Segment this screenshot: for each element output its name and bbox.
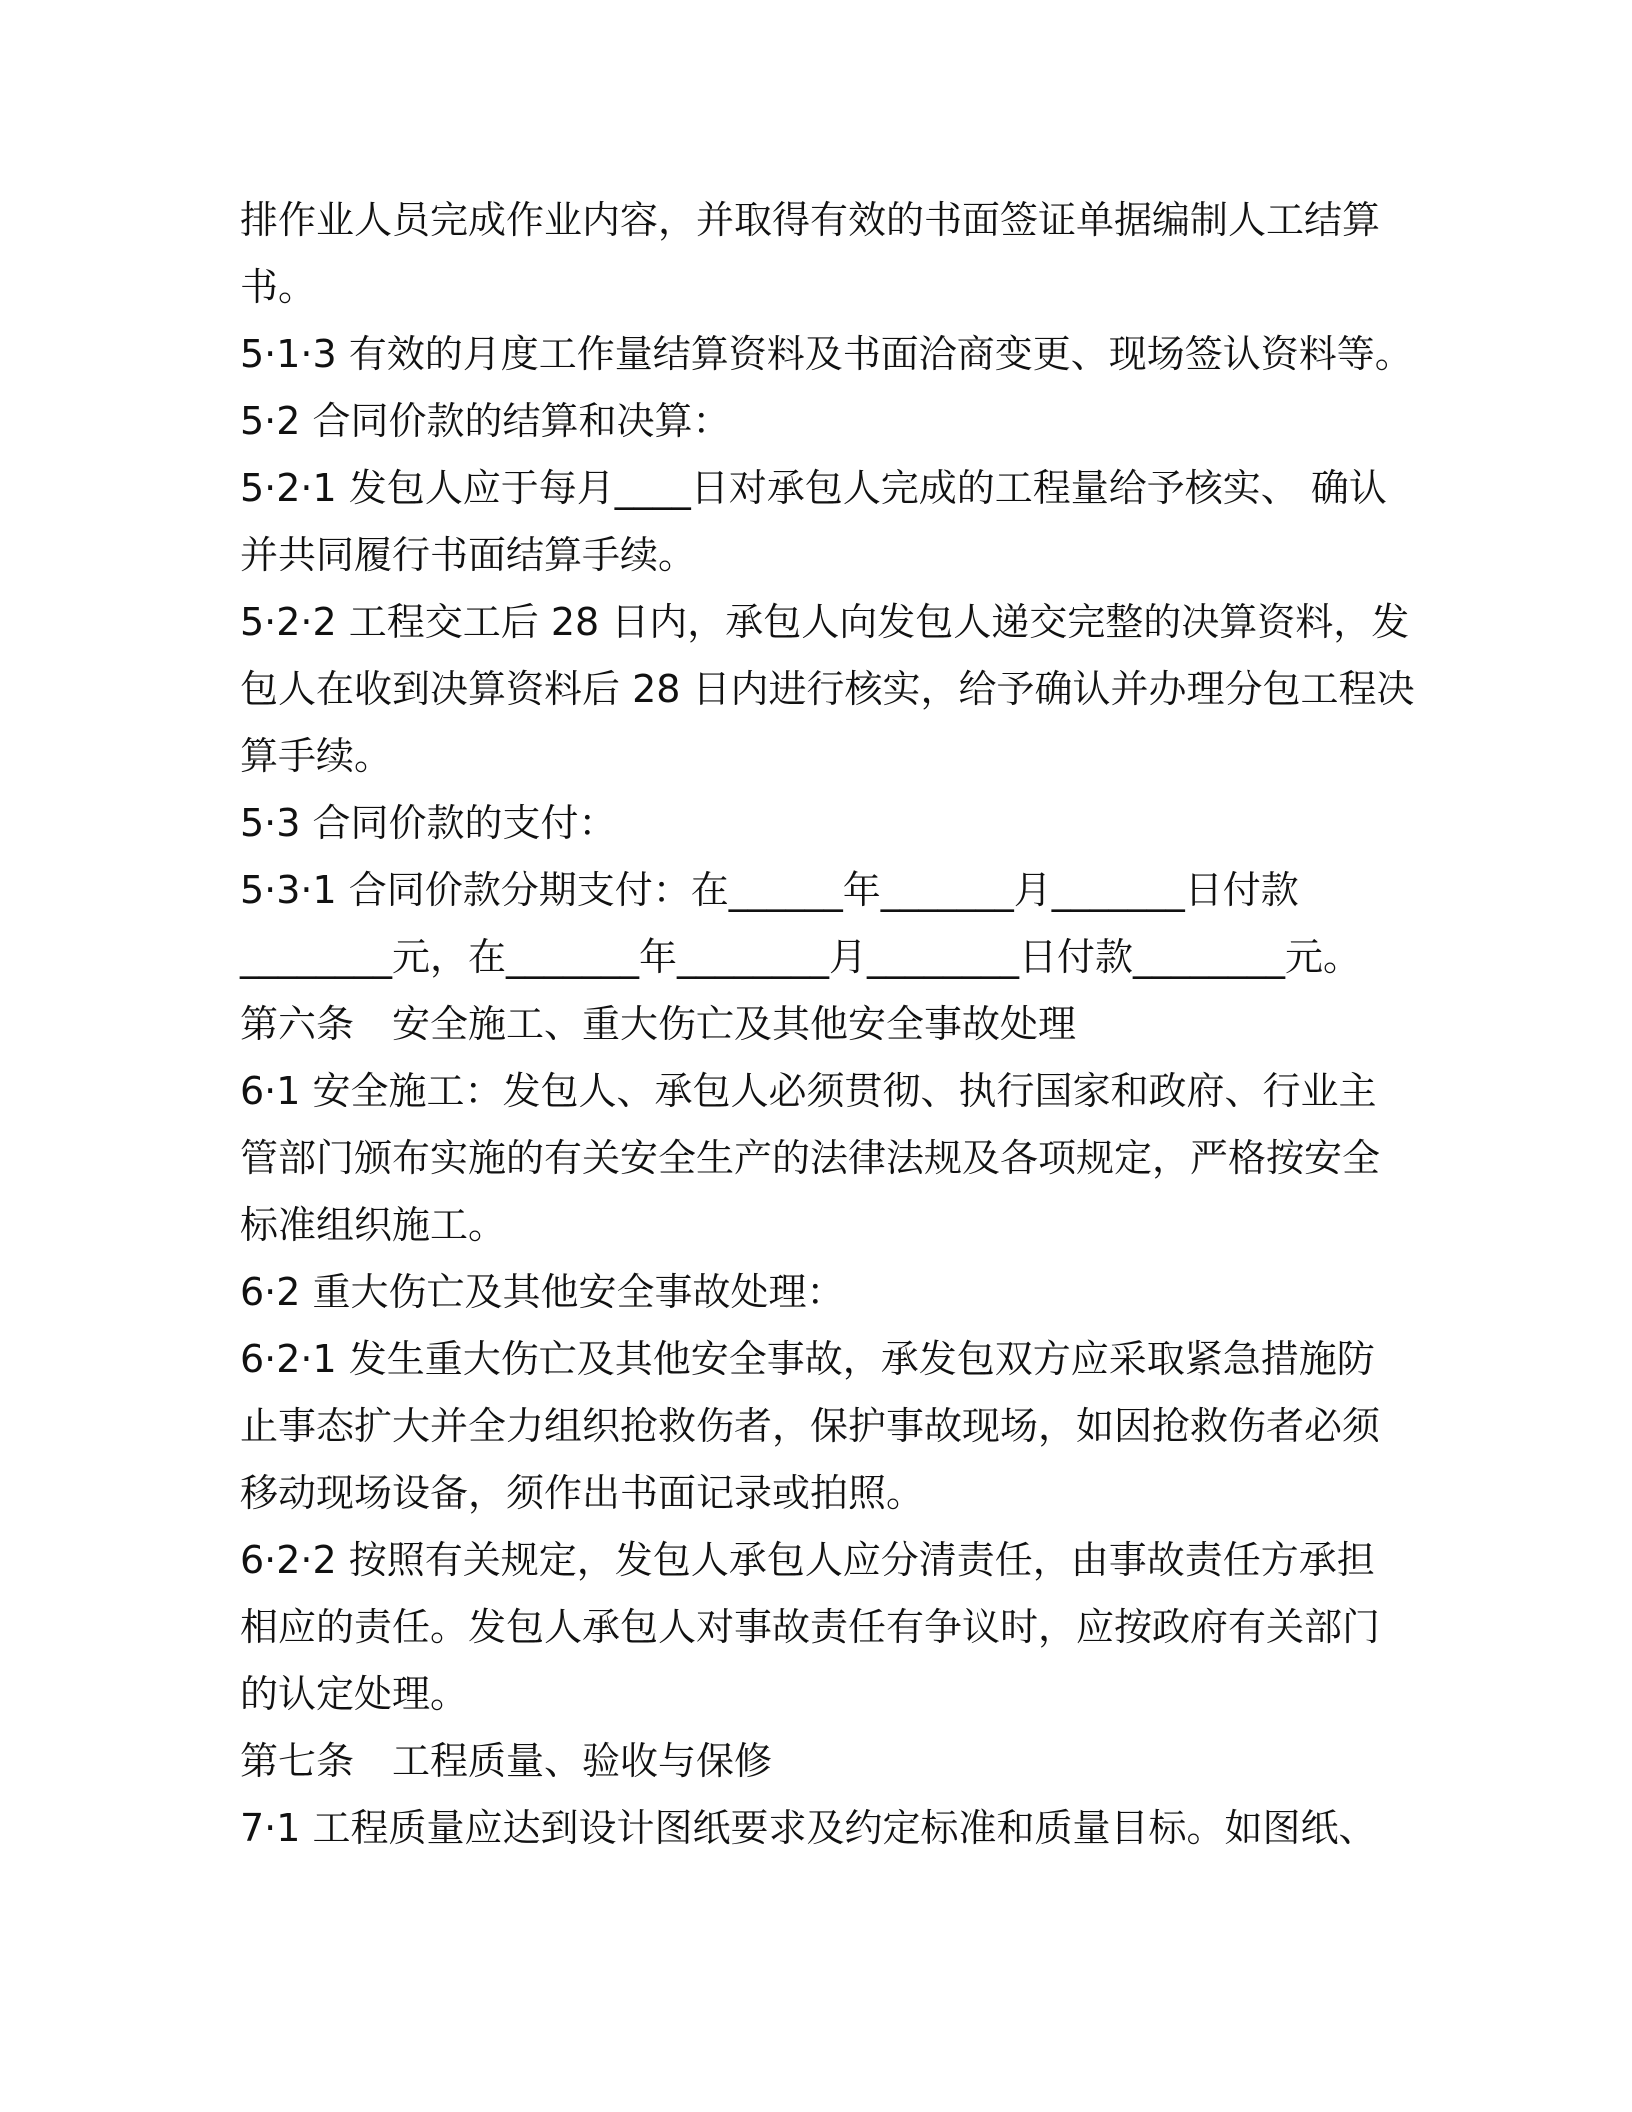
article-7-heading: 第七条 工程质量、验收与保修 <box>240 1739 773 1783</box>
text-line: 书。 <box>240 265 317 309</box>
clause-7-1: 7·1 工程质量应达到设计图纸要求及约定标准和质量目标。如图纸、 <box>240 1806 1377 1850</box>
text-line: 止事态扩大并全力组织抢救伤者，保护事故现场，如因抢救伤者必须 <box>240 1404 1381 1448</box>
text-line: 相应的责任。发包人承包人对事故责任有争议时，应按政府有关部门 <box>240 1605 1381 1649</box>
clause-5-1-3: 5·1·3 有效的月度工作量结算资料及书面洽商变更、现场签认资料等。 <box>240 332 1413 376</box>
text-line: 并共同履行书面结算手续。 <box>240 533 697 577</box>
clause-6-1: 6·1 安全施工：发包人、承包人必须贯彻、执行国家和政府、行业主 <box>240 1069 1377 1113</box>
text-line: 算手续。 <box>240 734 393 778</box>
text-line: 排作业人员完成作业内容，并取得有效的书面签证单据编制人工结算 <box>240 198 1381 242</box>
clause-6-2-1: 6·2·1 发生重大伤亡及其他安全事故，承发包双方应采取紧急措施防 <box>240 1337 1375 1381</box>
clause-5-2-heading: 5·2 合同价款的结算和决算： <box>240 399 731 443</box>
text-line: 包人在收到决算资料后 28 日内进行核实，给予确认并办理分包工程决 <box>240 667 1415 711</box>
document-body <box>240 187 1415 1862</box>
clause-6-2-heading: 6·2 重大伤亡及其他安全事故处理： <box>240 1270 845 1314</box>
clause-5-3-heading: 5·3 合同价款的支付： <box>240 801 617 845</box>
clause-5-2-2: 5·2·2 工程交工后 28 日内，承包人向发包人递交完整的决算资料，发 <box>240 600 1410 644</box>
text-line: 标准组织施工。 <box>240 1203 507 1247</box>
text-line: 管部门颁布实施的有关安全生产的法律法规及各项规定，严格按安全 <box>240 1136 1381 1180</box>
clause-6-2-2: 6·2·2 按照有关规定，发包人承包人应分清责任，由事故责任方承担 <box>240 1538 1375 1582</box>
clause-5-2-1: 5·2·1 发包人应于每月____日对承包人完成的工程量给予核实、 确认 <box>240 466 1387 510</box>
text-line: ________元，在_______年________月________日付款________元。 <box>240 935 1362 979</box>
text-line: 移动现场设备，须作出书面记录或拍照。 <box>240 1471 925 1515</box>
clause-5-3-1: 5·3·1 合同价款分期支付：在______年_______月_______日付款 <box>240 868 1299 912</box>
article-6-heading: 第六条 安全施工、重大伤亡及其他安全事故处理 <box>240 1002 1077 1046</box>
text-line: 的认定处理。 <box>240 1672 469 1716</box>
